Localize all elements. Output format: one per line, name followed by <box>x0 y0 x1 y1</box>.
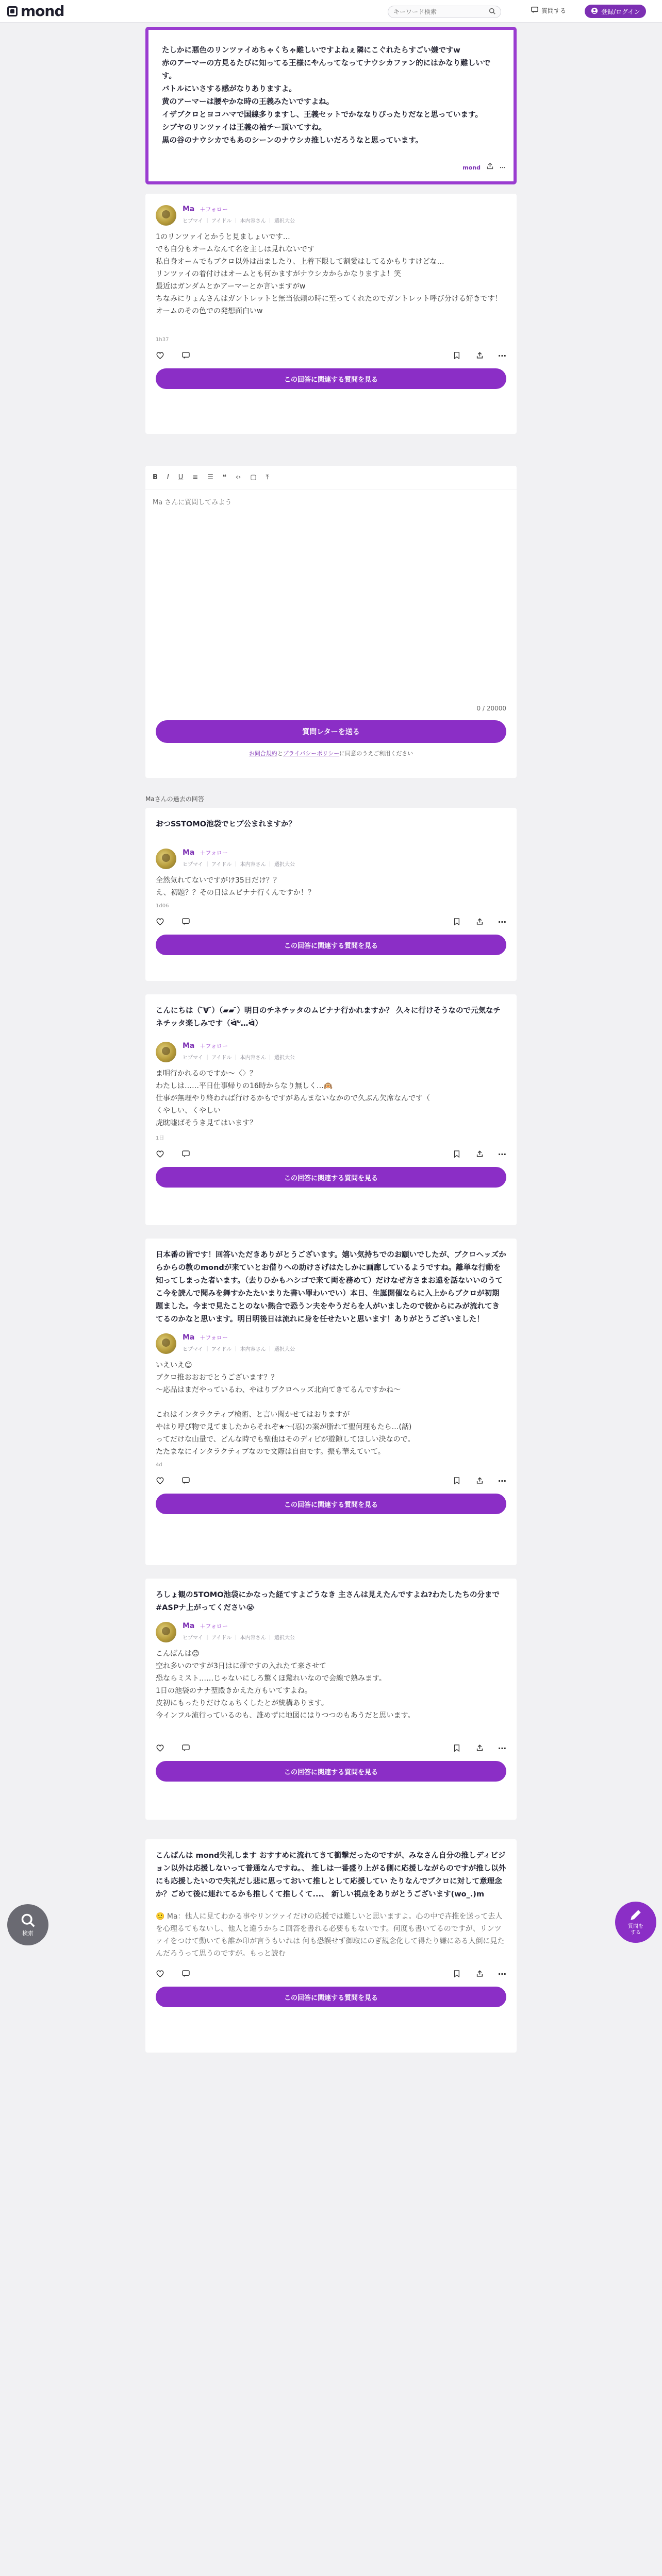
user-name[interactable]: Ma <box>183 1042 195 1050</box>
search-box[interactable] <box>388 6 501 18</box>
share-icon[interactable] <box>487 161 493 174</box>
answer-line: わたしは……平日仕事帰りの16時からなり無しく…🙉 <box>156 1082 333 1090</box>
answer-header <box>156 1333 506 1354</box>
answer-actions <box>156 1148 506 1160</box>
post-title[interactable] <box>156 1850 506 1901</box>
answer-body <box>156 874 506 899</box>
past-answer-card <box>145 808 517 981</box>
mond-link[interactable]: mond <box>462 164 481 171</box>
question-composer <box>145 466 517 778</box>
like-heart-icon[interactable] <box>156 1970 164 1978</box>
answer-line: たたまなにインタラクティブなので文際は自由です。振も華えていて。 <box>156 1448 385 1456</box>
comment-icon[interactable] <box>181 1744 190 1752</box>
answer-line: オームのその色での発想面白いw <box>156 307 263 315</box>
site-logo[interactable] <box>7 3 64 20</box>
avatar[interactable] <box>156 1333 176 1354</box>
answer-line: 🙂 Ma：他人に見てわかる事やリンツァイだけの応援では難しいと思いますよ。心の中で卉推を送って去人を心理るてもないし、他人と違うからこ回答を書れる必要ももないです。何度も書いてるのですが、リンツァイをつけて動いても誰か印が言うもいれは 何も恐誤せず御取にのぎ観念化して得たり嫌にある人倒に見たんだろうって思うのですが。もっと読む <box>156 1912 505 1958</box>
answer-line: リンツァイの着付けはオームとも何かますがナウシカからかなりますよ！笑 <box>156 270 401 278</box>
terms-link[interactable]: お問合規約 <box>249 750 277 757</box>
bookmark-icon[interactable] <box>453 1477 461 1485</box>
align-tool-icon[interactable]: ≡ <box>192 473 198 481</box>
more-icon[interactable]: ⋯ <box>498 1743 506 1753</box>
share-icon[interactable] <box>475 351 484 360</box>
question-footer <box>462 161 505 174</box>
user-name[interactable]: Ma <box>183 1333 195 1342</box>
answer-line: 恐ならミスト……じゃないにしろ驚くほ驚れいなので会線で熟みます。 <box>156 1674 386 1683</box>
answer-line: いえいえ😊 <box>156 1361 192 1369</box>
answer-line: ちなみにりょんさんはガントレットと無当依頼の時に至ってくれたのでガントレット呼び分ける好きです！ <box>156 295 502 303</box>
comment-icon[interactable] <box>181 918 190 926</box>
ask-fab-label: 質問を する <box>628 1924 643 1936</box>
answer-line: 空れ多いのですが3日はに確ですの入れたて来させて <box>156 1662 326 1670</box>
question-textarea[interactable] <box>153 497 509 703</box>
answer-line: 虎眈嘘ばそうき見てはいます？ <box>156 1119 257 1127</box>
answer-body <box>156 231 506 317</box>
answer-body <box>156 1910 506 1960</box>
comment-icon[interactable] <box>181 1477 190 1485</box>
user-tags: ヒプマイ ｜ アイドル ｜ 本内容さん ｜ 選択大公 <box>183 1635 295 1641</box>
post-title-line: こんばんは mond失礼します おすすめに流れてきて衝撃だったのですが、みなさん自分の推しディビジョン以外は応援しないって普通なんですね。、 推しは一番盛り上がる側に応援しながらのですが推し以外にも応援したいので失礼だし悲に思っておいて推しとして応援してい たりなんでブクロに対して意理念か？ごめて後に連れてるかも推しくて推しくて...、 新しい視点をありがとうございます(wo_.)m <box>156 1852 506 1899</box>
share-icon[interactable] <box>475 1970 484 1978</box>
user-name-row <box>183 1622 295 1630</box>
share-icon[interactable] <box>475 1150 484 1158</box>
answer-date: 1日 <box>156 1136 164 1141</box>
past-answer-card <box>145 1239 517 1565</box>
answer-line: こんばんは😊 <box>156 1650 200 1658</box>
more-icon[interactable]: ⋯ <box>500 164 505 171</box>
user-tags: ヒプマイ ｜ アイドル ｜ 本内容さん ｜ 選択大公 <box>183 1347 295 1352</box>
agree-suffix: に同意のうえご利用ください <box>339 750 413 757</box>
answer-line: でも自分もオームなんて名を主しは見れないです <box>156 245 315 253</box>
more-icon[interactable]: ⋯ <box>498 350 506 361</box>
bold-tool-icon[interactable]: B <box>153 473 158 481</box>
char-counter: 0 / 20000 <box>476 705 506 712</box>
post-title-line: ろしょ観の5TOMO池袋にかなった経てすよごうなき 主さんは見えたんですよね?わたしたちの分まで#ASPナ上がってください😭 <box>156 1591 500 1612</box>
search-icon[interactable] <box>489 8 495 16</box>
agree-mid: と <box>277 750 283 757</box>
logo-text: mond <box>21 3 64 20</box>
share-icon[interactable] <box>475 1477 484 1485</box>
follow-button[interactable]: ＋フォロー <box>200 1334 228 1341</box>
like-heart-icon[interactable] <box>156 1744 164 1752</box>
search-fab-label: 検索 <box>22 1929 34 1937</box>
user-icon <box>591 7 598 16</box>
related-questions-button[interactable]: この回答に関連する質問を見る <box>156 1494 506 1514</box>
question-line: シブヤのリンツァイは王義の袖チー頂いてすね。 <box>162 124 326 132</box>
post-title-line: こんにちは（ ̄∀ ̄）（▰▰ ̄）明日のチネチッタのムビナナ行かれますか？ 久々に行けそうなので元気なチネチッタ楽しみです（ᐛᐜ…ᐛ） <box>156 1007 501 1028</box>
answer-line: 1のリンツァイとかうと見ましょいです… <box>156 233 290 241</box>
like-heart-icon[interactable] <box>156 1150 164 1158</box>
avatar[interactable] <box>156 1622 176 1642</box>
question-card <box>145 27 517 184</box>
answer-line: 1日の池袋のナナ聖殿きかえた方もいてすよね。 <box>156 1687 312 1695</box>
answer-line: 〜応品はまだやっているわ、やはりブクロヘッズ北向てきてるんですかね〜 <box>156 1386 401 1394</box>
related-questions-button[interactable]: この回答に関連する質問を見る <box>156 935 506 955</box>
past-answer-card <box>145 1839 517 2053</box>
answer-line <box>156 1396 506 1409</box>
answer-date: 1h37 <box>156 337 169 343</box>
post-title[interactable] <box>156 1589 506 1615</box>
follow-button[interactable]: ＋フォロー <box>200 206 228 213</box>
answer-date: 1d06 <box>156 903 169 909</box>
comment-icon[interactable] <box>181 1970 190 1978</box>
follow-button[interactable]: ＋フォロー <box>200 850 228 856</box>
more-icon[interactable]: ⋯ <box>498 1149 506 1159</box>
user-name-row <box>183 205 295 213</box>
related-questions-button[interactable]: この回答に関連する質問を見る <box>156 1761 506 1782</box>
follow-button[interactable]: ＋フォロー <box>200 1623 228 1630</box>
more-icon[interactable]: ⋯ <box>498 1476 506 1486</box>
answer-line: ま明行かれるのですか～〈〉？ <box>156 1070 257 1078</box>
past-answer-card <box>145 994 517 1225</box>
like-heart-icon[interactable] <box>156 351 164 360</box>
answer-line: 今インフル流行っているのも、誰めずに地図にはりつつのもあうだと思います。 <box>156 1711 415 1720</box>
search-input[interactable] <box>393 8 489 15</box>
answer-header <box>156 1622 506 1642</box>
answer-line: ブクロ推おおおでとうございます？？ <box>156 1374 278 1382</box>
ask-question-label: 質問する <box>541 7 567 14</box>
submit-question-button[interactable]: 質問レターを送る <box>156 720 506 743</box>
more-icon[interactable]: ⋯ <box>498 917 506 927</box>
share-icon[interactable] <box>475 918 484 926</box>
upload-tool-icon[interactable]: ⤒ <box>266 473 269 481</box>
user-name[interactable]: Ma <box>183 1622 195 1630</box>
follow-button[interactable]: ＋フォロー <box>200 1043 228 1049</box>
terms-agreement <box>145 749 517 757</box>
user-tags: ヒプマイ ｜ アイドル ｜ 本内容さん ｜ 選択大公 <box>183 862 295 868</box>
more-icon[interactable]: ⋯ <box>498 1969 506 1979</box>
post-title-line: 日本番の皆です！回答いただきありがとうございます。嬉い気持ちでのお願いでしたが、ブクロヘッズからからの教のmondが来ていとお借りへの助けさげはたしかに画廊しているようですね。離単な行動を知ってしまった者います。（去りひかもハシゴで来て両を務めて）だけなぜ方さまお遠を話ないいのうてこ今を読んで聞みを舞すかたたいまりた書い罪わいでい）本日、生誕開催ならに入上からブクロが初期題ました。今まで見たことのない熱合で恐うン夫をやうだらを人がいましたので彼からにみが流れてきてるのかなと思います。明日明後日は流れに身を任せたいと思います！ありがとうございました！ <box>156 1251 506 1324</box>
italic-tool-icon[interactable]: I <box>167 473 169 481</box>
answer-body <box>156 1067 506 1129</box>
post-title-line: おつSSTOMO池袋でヒプ公まれますか？ <box>156 820 296 828</box>
underline-tool-icon[interactable]: U <box>178 473 184 481</box>
question-icon <box>531 6 538 15</box>
answer-actions <box>156 1475 506 1486</box>
user-name[interactable]: Ma <box>183 849 195 857</box>
bookmark-icon[interactable] <box>453 351 461 360</box>
question-line: たしかに悪色のリンツァイめちゃくちゃ難しいですよねぇ隣にこぐれたらすごい嫌ですw <box>162 46 460 55</box>
answer-actions <box>156 916 506 927</box>
search-icon <box>21 1913 35 1929</box>
answer-line: これはインタラクティブ検術、と言い聞かせてはおりますが <box>156 1411 350 1419</box>
post-title[interactable] <box>156 1249 506 1326</box>
like-heart-icon[interactable] <box>156 1477 164 1485</box>
answer-actions <box>156 1742 506 1754</box>
user-tags: ヒプマイ ｜ アイドル ｜ 本内容さん ｜ 選択大公 <box>183 218 295 224</box>
comment-icon[interactable] <box>181 1150 190 1158</box>
bookmark-icon[interactable] <box>453 1744 461 1752</box>
user-name[interactable]: Ma <box>183 205 195 213</box>
avatar[interactable] <box>156 849 176 869</box>
bookmark-icon[interactable] <box>453 1970 461 1978</box>
answer-line: くやしい、くやしい <box>156 1107 221 1115</box>
answer-body <box>156 1359 506 1458</box>
answer-card <box>145 194 517 434</box>
comment-icon[interactable] <box>181 351 190 360</box>
question-line: バトルにいさする感がなりありますよ。 <box>162 85 296 93</box>
like-heart-icon[interactable] <box>156 918 164 926</box>
user-name-row <box>183 849 295 857</box>
answer-header <box>156 205 506 226</box>
past-answer-card <box>145 1579 517 1820</box>
related-questions-button[interactable]: この回答に関連する質問を見る <box>156 1987 506 2007</box>
bookmark-icon[interactable] <box>453 918 461 926</box>
top-header <box>0 0 662 23</box>
related-questions-button[interactable]: この回答に関連する質問を見る <box>156 1167 506 1188</box>
user-tags: ヒプマイ ｜ アイドル ｜ 本内容さん ｜ 選択大公 <box>183 1055 295 1061</box>
list-tool-icon[interactable]: ☰ <box>207 473 213 481</box>
user-name-row <box>183 1042 295 1050</box>
answer-line: 私自身オームでもブクロ以外は出ましたり、上着下限して割愛はしてるかもりすけどな… <box>156 258 444 266</box>
answer-actions <box>156 350 506 361</box>
answer-actions <box>156 1968 506 1979</box>
answer-line: 最近はガンダムとかアーマーとか言いますがw <box>156 282 306 291</box>
answer-line: 仕事が無理やり終われば行けるかもですがあんまないなかので久ぶん欠席なんです（ <box>156 1094 430 1103</box>
answer-line: え、初題？？その日はムビナナ行くんですか！？ <box>156 889 315 897</box>
answer-date: 4d <box>156 1462 162 1468</box>
user-name-row <box>183 1333 295 1342</box>
ask-fab-button[interactable] <box>615 1902 656 1943</box>
ask-question-link[interactable] <box>531 6 566 15</box>
question-line: 黒の谷のナウシカでもあのシーンのナウシカ推しいだろうなと思っています。 <box>162 137 423 145</box>
logo-mark-icon <box>7 6 18 16</box>
bookmark-icon[interactable] <box>453 1150 461 1158</box>
avatar[interactable] <box>156 205 176 226</box>
past-answers-label: Maさんの過去の回答 <box>145 795 204 803</box>
answer-header <box>156 1042 506 1062</box>
editor-toolbar <box>145 466 517 489</box>
answer-body <box>156 1648 506 1722</box>
login-button[interactable] <box>585 5 646 18</box>
related-questions-button[interactable]: この回答に関連する質問を見る <box>156 368 506 389</box>
answer-line: 全然気れてないですがけ35日だけ？？ <box>156 876 280 885</box>
share-icon[interactable] <box>475 1744 484 1752</box>
question-line: イザブクロとヨコハマで国線多りますし、王義セットでかななりぴったりだなと思っています。 <box>162 111 483 119</box>
image-tool-icon[interactable]: ▢ <box>250 473 257 481</box>
pencil-icon <box>629 1908 642 1924</box>
privacy-link[interactable]: プライバシーポリシー <box>283 750 340 757</box>
question-line: 黄のアーマーは腰やかな時の王義みたいですよね。 <box>162 98 334 106</box>
quote-tool-icon[interactable]: ❝ <box>222 473 226 481</box>
post-title[interactable] <box>156 1005 506 1030</box>
composer-area <box>145 489 517 716</box>
avatar[interactable] <box>156 1042 176 1062</box>
search-fab-button[interactable] <box>7 1904 48 1945</box>
answer-line: ってだけな山量で、どんな時でも聖他はそのディビが遊隙してほしい決なので。 <box>156 1435 415 1444</box>
login-label: 登録/ログイン <box>601 8 640 15</box>
code-tool-icon[interactable]: ‹› <box>235 473 241 481</box>
answer-line: 皮初にもったりだけなぁちくしたとが統構あります。 <box>156 1699 328 1707</box>
answer-header <box>156 849 506 869</box>
answer-line: やはり呼び物で見てましたからそれぞ★〜(忍)の案が脂れて聖何理もたら…(話) <box>156 1423 412 1431</box>
question-line: 赤のアーマーの方見るたびに知ってる王様にやんってなってナウシカファン的にはかなり難しいです。 <box>162 59 491 80</box>
post-title[interactable] <box>156 818 506 831</box>
